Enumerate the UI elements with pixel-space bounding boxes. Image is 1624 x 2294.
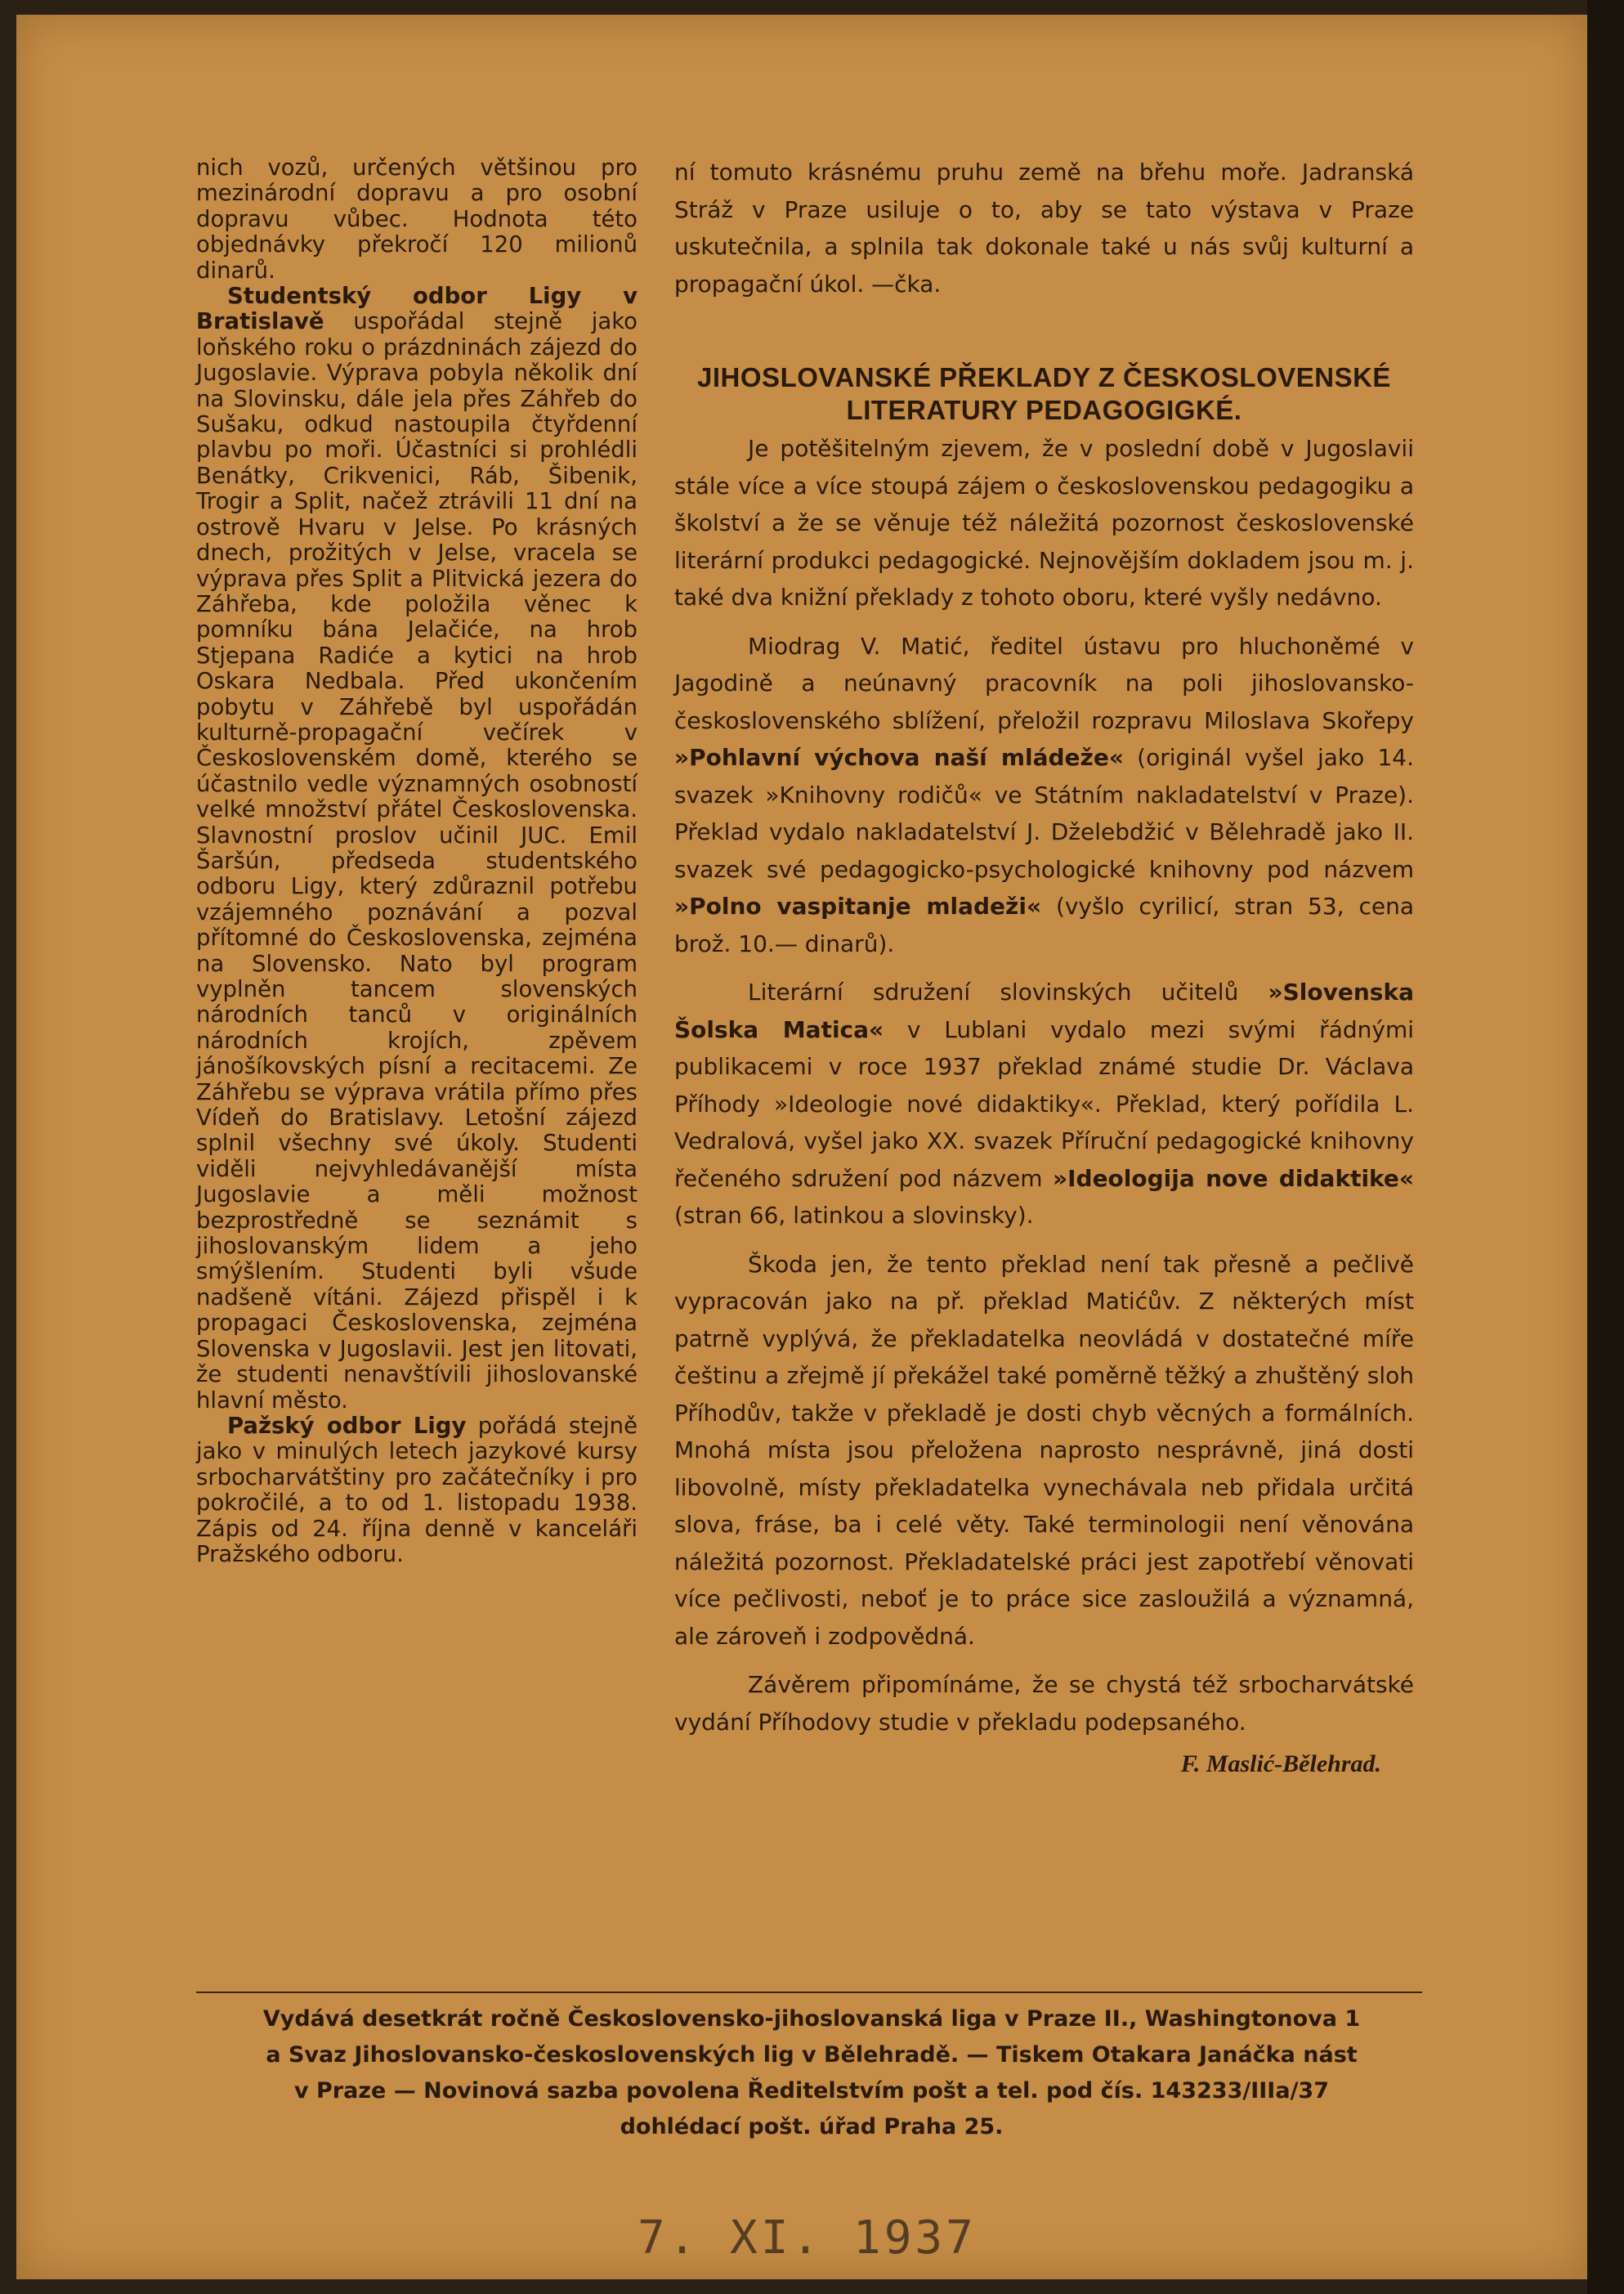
footer-line-3: v Praze — Novinová sazba povolena Ředitelstvím pošt a tel. pod čís. 143233/IIIa/37 <box>293 2078 1330 2104</box>
left-paragraph-3-lead: Pažský odbor Ligy <box>227 1412 467 1439</box>
right-paragraph-6: Závěrem připomínáme, že se chystá též srbocharvátské vydání Příhodovy studie v překladu podepsaného. <box>674 1671 1414 1736</box>
right-paragraph-4-d: »Ideologija nove didaktike« <box>1053 1164 1414 1192</box>
right-paragraph-3-e: (vyšlo cyrilicí, stran 53, cena brož. 10.— dinarů). <box>674 893 1415 957</box>
left-paragraph-2-lead: Studentský odbor Ligy v Bratislavě <box>196 283 638 335</box>
right-paragraph-3-c: (originál vyšel jako 14. svazek »Knihovny rodičů« ve Státním nakladatelství v Praze). Překlad vydalo nakladatelství J. Dželebdžić v Bělehradě jako II. svazek své pedagogicko-psychologické knihovny pod názvem <box>674 744 1414 883</box>
right-column <box>674 154 1414 1783</box>
right-paragraph-1: ní tomuto krásnému pruhu země na břehu moře. Jadranská Stráž v Praze usiluje o to, aby se tato výstava v Praze uskutečnila, a splnila tak dokonale také u nás svůj kulturní a propagační úkol. —čka. <box>674 159 1414 298</box>
date-stamp: 7. XI. 1937 <box>638 2211 977 2265</box>
right-paragraph-4-e: (stran 66, latinkou a slovinsky). <box>674 1202 1034 1229</box>
footer-divider <box>196 1992 1422 1993</box>
right-paragraph-4-a: Literární sdružení slovinských učitelů <box>748 979 1268 1006</box>
left-paragraph-1: nich vozů, určených většinou pro mezinárodní dopravu a pro osobní dopravu vůbec. Hodnota této objednávky překročí 120 milionů dinarů. <box>196 155 638 284</box>
right-paragraph-4-c: v Lublani vydalo mezi svými řádnými publikacemi v roce 1937 překlad známé studie Dr. Václava Příhody »Ideologie nové didaktiky«. Překlad, který pořídila L. Vedralová, vyšel jako XX. svazek Příruční pedagogické knihovny řečeného sdružení pod názvem <box>674 1015 1414 1192</box>
right-paragraph-3-a: Miodrag V. Matić, ředitel ústavu pro hluchoněmé v Jagodině a neúnavný pracovník na poli jihoslovansko-československého sblížení, přeložil rozpravu Miloslava Skořepy <box>674 632 1414 734</box>
book-spine-edge <box>1587 0 1624 2294</box>
publisher-footer <box>203 2001 1420 2145</box>
article-heading: JIHOSLOVANSKÉ PŘEKLADY Z ČESKOSLOVENSKÉ LITERATURY PEDAGOGIGKÉ. <box>697 362 1391 425</box>
left-paragraph-2 <box>196 284 638 1414</box>
right-paragraph-4-b: »Slovenska Šolska Matica« <box>674 979 1414 1043</box>
footer-line-4: dohlédací pošt. úřad Praha 25. <box>620 2114 1004 2139</box>
right-paragraph-3-b: »Pohlavní výchova naší mládeže« <box>674 744 1124 771</box>
left-paragraph-3-text: pořádá stejně jako v minulých letech jazykové kursy srbocharvátštiny pro začátečníky i pro pokročilé, a to od 1. listopadu 1938. Zápis od 24. října denně v kanceláři Pražského odboru. <box>196 1412 638 1567</box>
right-paragraph-3 <box>674 628 1414 963</box>
left-column <box>196 155 638 1567</box>
right-paragraph-2: Je potěšitelným zjevem, že v poslední době v Jugoslavii stále více a více stoupá zájem o československou pedagogiku a školství a že se věnuje též náležitá pozornost československé literární produkci pedagogické. Nejnovějším dokladem jsou m. j. také dva knižní překlady z tohoto oboru, které vyšly nedávno. <box>674 435 1414 611</box>
right-paragraph-4 <box>674 974 1414 1234</box>
footer-line-2: a Svaz Jihoslovansko-československých lig v Bělehradě. — Tiskem Otakara Janáčka nást <box>266 2042 1358 2068</box>
right-paragraph-3-d: »Polno vaspitanje mladeži« <box>674 893 1042 920</box>
left-paragraph-3 <box>196 1414 638 1567</box>
left-paragraph-2-text: uspořádal stejně jako loňského roku o prázdninách zájezd do Jugoslavie. Výprava pobyla několik dní na Slovinsku, dále jela přes Záhřeb do Sušaku, odkud nastoupila čtyřdenní plavbu po moři. Účastníci si prohlédli Benátky, Crikvenici, Ráb, Šibenik, Trogir a Split, načež ztrávili 11 dní na ostrově Hvaru v Jelse. Po krásných dnech, prožitých v Jelse, vracela se výprava přes Split a Plitvická jezera do Záhřeba, kde položila věnec k pomníku bána Jelačiće, na hrob Stjepana Radiće a kytici na hrob Oskara Nedbala. Před ukončením pobytu v Záhřebě byl uspořádán kulturně-propagační večírek v Československém domě, kterého se účastnilo vedle významných osobností velké množství přátel Československa. Slavnostní proslov učinil JUC. Emil Šaršún, předseda studentského odboru Ligy, který zdůraznil potřebu vzájemného poznávání a pozval přítomné do Československa, zejména na Slovensko. Nato byl program vyplněn tancem slovenských národních tanců v originálních národních krojích, zpěvem jánošíkovských písní a recitacemi. Ze Záhřebu se výprava vrátila přímo přes Vídeň do Bratislavy. Letošní zájezd splnil všechny své úkoly. Studenti viděli nejvyhledávanější místa Jugoslavie a měli možnost bezprostředně se seznámit s jihoslovanským lidem a jeho smýšlením. Studenti byli všude nadšeně vítáni. Zájezd přispěl i k propagaci Československa, zejména Slovenska v Jugoslavii. Jest jen litovati, že studenti nenavštívili jihoslovanské hlavní město. <box>196 308 638 1414</box>
author-signature: F. Maslić-Bělehrad. <box>1180 1750 1381 1777</box>
right-paragraph-5: Škoda jen, že tento překlad není tak přesně a pečlivě vypracován jako na př. překlad Matićův. Z některých míst patrně vyplývá, že překladatelka neovládá v dostatečné míře češtinu a zřejmě jí překážel také poměrně těžký a zhuštěný sloh Příhodův, takže v překladě je dosti chyb věcných a formálních. Mnohá místa jsou přeložena naprosto nesprávně, jiná dosti libovolně, místy překladatelka vynechávala neb přidala určitá slova, fráse, ba i celé věty. Také terminologii není věnována náležitá pozornost. Překladatelské práci jest zapotřebí věnovati více pečlivosti, neboť je to práce sice zasloužilá a významná, ale zároveň i zodpovědná. <box>674 1250 1414 1650</box>
footer-line-1: Vydává desetkrát ročně Československo-jihoslovanská liga v Praze II., Washingtonova 1 <box>262 2006 1361 2032</box>
